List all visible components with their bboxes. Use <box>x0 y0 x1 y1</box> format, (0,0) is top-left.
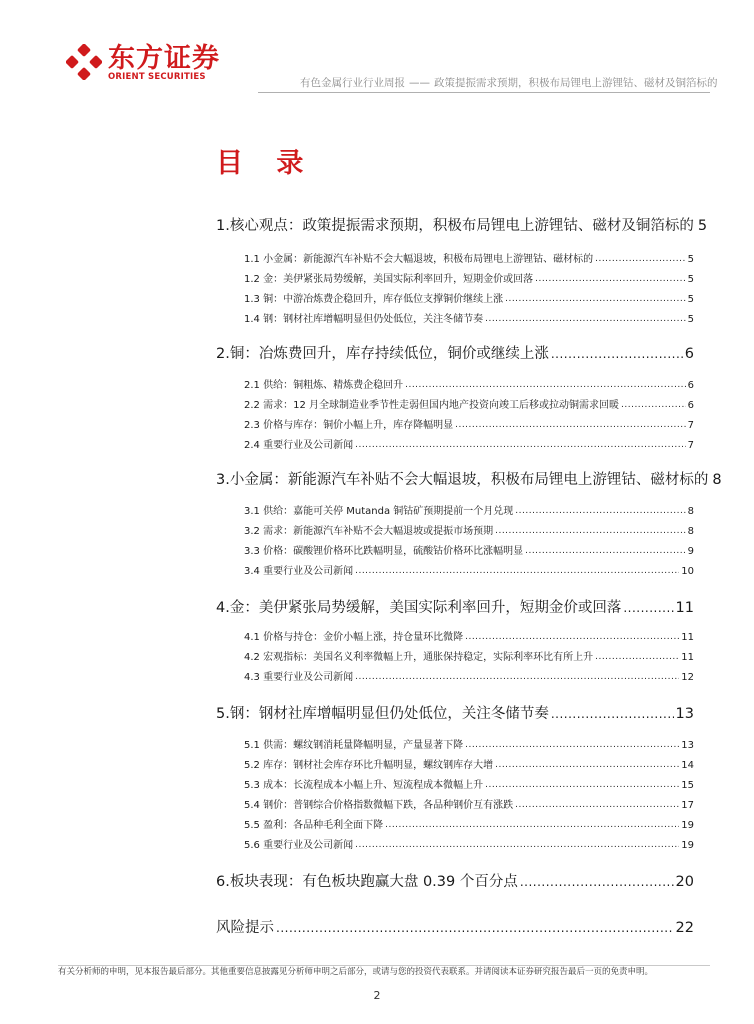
toc-entry-title: 3.小金属：新能源汽车补贴不会大幅退坡，积极布局锂电上游锂钴、磁材标的 <box>216 472 709 488</box>
toc-subsection-link[interactable] <box>244 398 694 413</box>
toc-entry-title: 2.3 价格与库存：铜价小幅上升，库存降幅明显 <box>244 420 454 431</box>
toc-entry-title: 3.4 重要行业及公司新闻 <box>244 566 354 577</box>
toc-page-number: 5 <box>697 218 708 234</box>
toc-entry-title: 风险提示 <box>216 920 274 936</box>
toc-section-link[interactable] <box>216 918 694 938</box>
toc-page-number: 22 <box>675 920 694 936</box>
toc-dot-leader <box>355 669 679 685</box>
toc-entry-title: 1.4 钢：钢材社库增幅明显但仍处低位，关注冬储节奏 <box>244 314 484 325</box>
toc-section-link[interactable] <box>216 216 708 236</box>
toc-subsection-link[interactable] <box>244 630 694 645</box>
toc-dot-leader <box>495 523 686 539</box>
toc-subsection-link[interactable] <box>244 670 694 685</box>
toc-entry-title: 2.铜：冶炼费回升，库存持续低位，铜价或继续上涨 <box>216 346 549 362</box>
toc-dot-leader <box>551 344 683 364</box>
toc-page-number: 9 <box>687 546 694 557</box>
toc-subsection-link[interactable] <box>244 758 694 773</box>
toc-page-number: 13 <box>675 706 694 722</box>
toc-entry-title: 1.3 铜：中游冶炼费企稳回升，库存低位支撑铜价继续上涨 <box>244 294 504 305</box>
toc-entry-title: 1.核心观点：政策提振需求预期，积极布局锂电上游锂钴、磁材及铜箔标的 <box>216 218 694 234</box>
toc-dot-leader <box>455 417 686 433</box>
toc-entry-title: 5.6 重要行业及公司新闻 <box>244 840 354 851</box>
toc-subsection-link[interactable] <box>244 818 694 833</box>
report-type: 有色金属行业行业周报 <box>300 77 405 89</box>
toc-dot-leader <box>515 503 685 519</box>
header-separator: —— <box>409 77 430 89</box>
toc-subsection-link[interactable] <box>244 504 694 519</box>
toc-page-number: 6 <box>684 346 694 362</box>
toc-dot-leader <box>535 271 686 287</box>
toc-page-number: 7 <box>687 440 694 451</box>
toc-subsection-link[interactable] <box>244 650 694 665</box>
footer-disclaimer: 有关分析师的申明，见本报告最后部分。其他重要信息披露见分析师申明之后部分，或请与您的投资代表联系。并请阅读本证券研究报告最后一页的免责申明。 <box>58 967 654 977</box>
toc-subsection-link[interactable] <box>244 292 694 307</box>
toc-subsection-link[interactable] <box>244 272 694 287</box>
toc-subsection-link[interactable] <box>244 252 694 267</box>
toc-page-number: 11 <box>675 600 694 616</box>
toc-section-link[interactable] <box>216 344 694 364</box>
toc-page-number: 19 <box>681 840 694 851</box>
toc-page-number: 12 <box>681 672 694 683</box>
toc-entry-title: 5.2 库存：钢材社会库存环比升幅明显，螺纹钢库存大增 <box>244 760 494 771</box>
toc-subsection-link[interactable] <box>244 564 694 579</box>
toc-title: 目 录 <box>216 148 316 179</box>
toc-dot-leader <box>385 817 679 833</box>
toc-page-number: 5 <box>687 294 694 305</box>
toc-entry-title: 1.2 金：美伊紧张局势缓解，美国实际利率回升，短期金价或回落 <box>244 274 534 285</box>
toc-page-number: 17 <box>681 800 694 811</box>
toc-entry-title: 2.1 供给：铜粗炼、精炼费企稳回升 <box>244 380 404 391</box>
logo-chinese-name: 东方证券 <box>108 43 220 74</box>
toc-page-number: 11 <box>681 632 694 643</box>
toc-entry-title: 5.钢：钢材社库增幅明显但仍处低位，关注冬储节奏 <box>216 706 549 722</box>
toc-dot-leader <box>276 918 674 938</box>
toc-section-link[interactable] <box>216 872 694 892</box>
page-header <box>0 0 754 100</box>
toc-section-link[interactable] <box>216 470 722 490</box>
toc-page-number: 7 <box>687 420 694 431</box>
toc-dot-leader <box>495 757 679 773</box>
toc-dot-leader <box>623 598 673 618</box>
toc-dot-leader <box>621 397 686 413</box>
toc-page-number: 8 <box>687 526 694 537</box>
toc-page-number: 19 <box>681 820 694 831</box>
orient-securities-logo-icon <box>66 44 102 80</box>
toc-dot-leader <box>355 837 679 853</box>
toc-page-number: 8 <box>712 472 722 488</box>
toc-page-number: 20 <box>675 874 694 890</box>
report-subtitle: 政策提振需求预期，积极布局锂电上游锂钴、磁材及铜箔标的 <box>434 77 718 89</box>
toc-dot-leader <box>515 797 679 813</box>
toc-dot-leader <box>595 649 679 665</box>
toc-entry-title: 4.2 宏观指标：美国名义利率微幅上升，通胀保持稳定，实际利率环比有所上升 <box>244 652 594 663</box>
toc-entry-title: 5.5 盈利：各品种毛利全面下降 <box>244 820 384 831</box>
toc-dot-leader <box>465 737 679 753</box>
toc-entry-title: 5.3 成本：长流程成本小幅上升、短流程成本微幅上升 <box>244 780 484 791</box>
toc-dot-leader <box>485 777 679 793</box>
toc-entry-title: 4.1 价格与持仓：金价小幅上涨，持仓量环比微降 <box>244 632 464 643</box>
toc-page-number: 14 <box>681 760 694 771</box>
running-header <box>300 76 718 90</box>
toc-page-number: 10 <box>681 566 694 577</box>
toc-entry-title: 3.3 价格：碳酸锂价格环比跌幅明显，硫酸钴价格环比涨幅明显 <box>244 546 524 557</box>
toc-dot-leader <box>465 629 679 645</box>
page-number: 2 <box>373 989 381 1002</box>
toc-page-number: 15 <box>681 780 694 791</box>
toc-page-number: 8 <box>687 506 694 517</box>
toc-entry-title: 1.1 小金属：新能源汽车补贴不会大幅退坡，积极布局锂电上游锂钴、磁材标的 <box>244 254 594 265</box>
toc-dot-leader <box>485 311 686 327</box>
toc-dot-leader <box>551 704 674 724</box>
toc-page-number: 5 <box>687 314 694 325</box>
toc-entry-title: 2.4 重要行业及公司新闻 <box>244 440 354 451</box>
toc-subsection-link[interactable] <box>244 778 694 793</box>
toc-dot-leader <box>405 377 686 393</box>
toc-page-number: 5 <box>687 274 694 285</box>
toc-subsection-link[interactable] <box>244 838 694 853</box>
toc-subsection-link[interactable] <box>244 738 694 753</box>
toc-dot-leader <box>355 437 686 453</box>
toc-dot-leader <box>525 543 686 559</box>
toc-page-number: 6 <box>687 400 694 411</box>
toc-dot-leader <box>505 291 686 307</box>
toc-dot-leader <box>520 872 674 892</box>
toc-subsection-link[interactable] <box>244 798 694 813</box>
toc-page-number: 13 <box>681 740 694 751</box>
toc-section-link[interactable] <box>216 598 694 618</box>
toc-entry-title: 4.金：美伊紧张局势缓解，美国实际利率回升，短期金价或回落 <box>216 600 622 616</box>
header-rule <box>258 92 710 93</box>
toc-page-number: 5 <box>687 254 694 265</box>
toc-subsection-link[interactable] <box>244 524 694 539</box>
toc-entry-title: 4.3 重要行业及公司新闻 <box>244 672 354 683</box>
toc-entry-title: 5.1 供需：螺纹钢消耗量降幅明显，产量显著下降 <box>244 740 464 751</box>
toc-page-number: 11 <box>681 652 694 663</box>
toc-subsection-link[interactable] <box>244 378 694 393</box>
toc-dot-leader <box>355 563 679 579</box>
toc-entry-title: 5.4 钢价：普钢综合价格指数微幅下跌，各品种钢价互有涨跌 <box>244 800 514 811</box>
toc-page-number: 6 <box>687 380 694 391</box>
toc-subsection-link[interactable] <box>244 418 694 433</box>
logo-english-name: ORIENT SECURITIES <box>108 72 206 82</box>
toc-entry-title: 6.板块表现：有色板块跑赢大盘 0.39 个百分点 <box>216 874 518 890</box>
toc-entry-title: 3.2 需求：新能源汽车补贴不会大幅退坡或提振市场预期 <box>244 526 494 537</box>
toc-entry-title: 2.2 需求：12 月全球制造业季节性走弱但国内地产投资向竣工后移或拉动铜需求回暖 <box>244 400 619 411</box>
toc-entry-title: 3.1 供给：嘉能可关停 Mutanda 铜钴矿预期提前一个月兑现 <box>244 506 514 517</box>
toc-section-link[interactable] <box>216 704 694 724</box>
toc-subsection-link[interactable] <box>244 438 694 453</box>
toc-subsection-link[interactable] <box>244 312 694 327</box>
toc-subsection-link[interactable] <box>244 544 694 559</box>
toc-dot-leader <box>595 251 686 267</box>
